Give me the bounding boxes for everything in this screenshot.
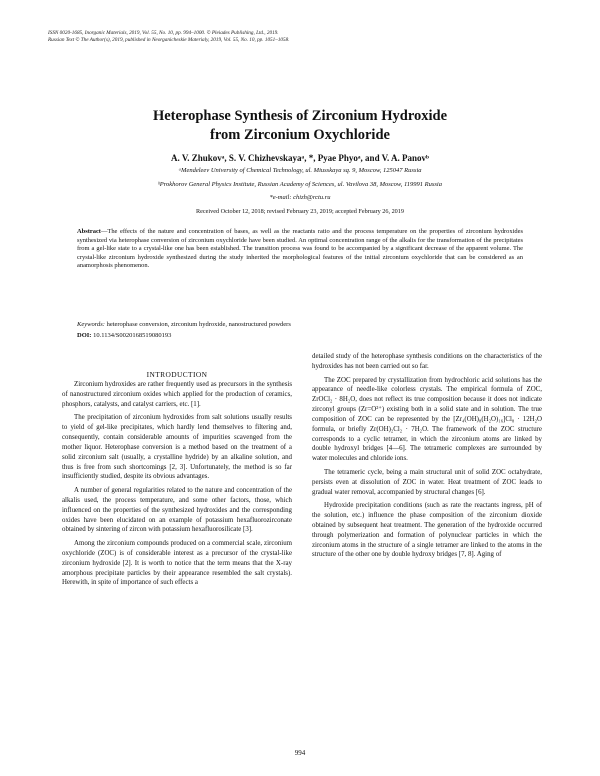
doi xyxy=(77,331,523,340)
doi-text: 10.1134/S0020168519080193 xyxy=(91,332,172,339)
author-list: A. V. Zhukovᵃ, S. V. Chizhevskayaᵃ, *, Pyae Phyoᵃ, and V. A. Panovᵇ xyxy=(171,153,429,163)
paragraph: The precipitation of zirconium hydroxides from salt solutions usually results to yield of gel-like precipitates, which hardly lend themselves to filtering and, consequently, contain considerable amounts of impurities scavenged from the mother liquor. Heterophase conversion is a method based on the treatment of a solid zirconium salt (usually, a crystalline hydride) by an alkaline solution, and thus is free from such shortcomings [2, 3]. Unfortunately, the method is so far insufficiently studied, despite its obvious advantages. xyxy=(62,414,292,481)
doi-label: DOI: xyxy=(77,332,92,339)
section-heading-introduction: INTRODUCTION xyxy=(146,370,208,379)
corresponding-email: *e-mail: chizh@rctu.ru xyxy=(269,194,331,201)
journal-header-line-2: Russian Text © The Author(s), 2019, published in Neorganicheskie Materialy, 2019, Vol. 55, No. 10, pp. 1051–1058. xyxy=(48,37,290,43)
abstract xyxy=(77,228,523,271)
left-column xyxy=(62,380,292,588)
paragraph: Among the zirconium compounds produced on a commercial scale, zirconium oxychloride (ZOC) is of considerable interest as a precursor of the crystal-like zirconium hydroxide [2]. It is worth to notice that the term means that the X-ray amorphous precipitate particles by their appearance resembled the salt crystals). Herewith, in spite of importance of such effects a xyxy=(62,540,292,587)
journal-header-line-1: ISSN 0020-1685, Inorganic Materials, 2019, Vol. 55, No. 10, pp. 994–1000. © Pleiades Publishing, Ltd., 2019. xyxy=(48,30,279,36)
keywords-label: Keywords: xyxy=(77,321,105,328)
title-line-2: from Zirconium Oxychloride xyxy=(210,127,390,143)
paragraph: A number of general regularities related to the nature and concentration of the alkalis used, the process temperature, and some other factors, those, which influenced on the properties of the synthesized hydroxides and the corresponding oxides have been elucidated on an example of potassium hexafluorozirconate obtained by sintering of zircon with potassium hexafluorosilicate [3]. xyxy=(62,487,292,534)
keywords xyxy=(77,320,523,329)
paragraph: The ZOC prepared by crystallization from hydrochloric acid solutions has the appearance of needle-like colorless crystals. The empirical formula of ZOC, ZrOCl₂ · 8H₂O, does not reflect its true composition because it does not indicate zirconyl groups (Zr=O²⁺) existing both in a solid state and in solution. The true composition of ZOC can be represented by the [Zr₄(OH)₈(H₂O)₁₆]Cl₈ · 12H₂O formula, or briefly Zr(OH)₂Cl₂ · 7H₂O. The framework of the ZOC structure corresponds to a cyclic tetramer, in which the zirconium atoms are linked by double hydroxyl bridges [4—6]. The tetrameric complexes are surrounded by water molecules and chloride ions. xyxy=(312,376,542,463)
paragraph: detailed study of the heterophase synthesis conditions on the characteristics of the hydroxides has not been carried out so far. xyxy=(312,353,542,370)
keywords-text: heterophase conversion, zirconium hydroxide, nanostructured powders xyxy=(104,321,291,328)
abstract-label: Abstract xyxy=(77,228,101,235)
title-line-1: Heterophase Synthesis of Zirconium Hydroxide xyxy=(152,108,448,124)
page-number: 994 xyxy=(294,749,306,757)
paper-title xyxy=(40,107,560,145)
affiliation-b: ᵇProkhorov General Physics Institute, Russian Academy of Sciences, ul. Vavilova 38, Moscow, 119991 Russia xyxy=(158,181,442,188)
right-column xyxy=(312,352,542,560)
received-dates: Received October 12, 2018; revised February 23, 2019; accepted February 26, 2019 xyxy=(196,208,404,215)
affiliation-a: ᵃMendeleev University of Chemical Technology, ul. Miusskaya sq. 9, Moscow, 125047 Russia xyxy=(178,167,422,174)
paragraph: Hydroxide precipitation conditions (such as rate the reactants ingress, pH of the solution, etc.) influence the phase composition of the zirconium dioxide obtained by subsequent heat treatment. The generation of the hydroxide occurred through polymerization and formation of polynuclear particles in which the zirconium atoms in the structure of a single tetramer are linked to the atoms in the structure of the other one by double hydroxy bridges [7, 8]. Aging of xyxy=(312,502,542,559)
paragraph: The tetrameric cycle, being a main structural unit of solid ZOC octahydrate, persists even at dissolution of ZOC in water. Heat treatment of ZOC leads to gradual water removal, accompanied by structural changes [6]. xyxy=(312,468,542,496)
abstract-text: —The effects of the nature and concentration of bases, as well as the reactants ratio and the process temperature on the properties of zirconium hydroxides synthesized via heterophase conversion of zirconium oxychloride have been studied. An optimal concentration range of the alkalis for the transformation of the precipitates from a gel-like state to a crystal-like one has been established. The transition process was found to be accompanied by a significant decrease of the apparent volume. The crystal-like zirconium hydroxide synthesized during the study inherited the morphological features of the initial zirconium oxychloride that can be considered as an anamorphosis phenomenon. xyxy=(77,228,523,270)
paragraph: Zirconium hydroxides are rather frequently used as precursors in the synthesis of nanostructured zirconium oxides which applied for the production of ceramics, phosphors, catalysts, and catalyst carriers, etc. [1]. xyxy=(62,381,292,408)
